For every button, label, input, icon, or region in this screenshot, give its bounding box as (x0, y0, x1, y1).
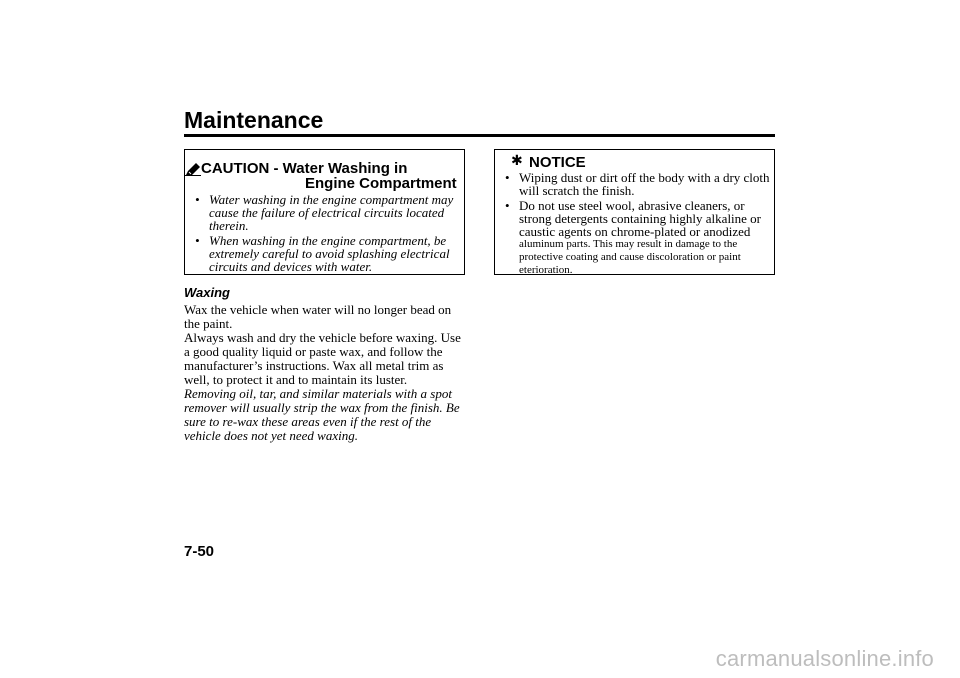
caution-item-text: When washing in the engine compartment, be extremely careful to avoid splashing electrical circuits and devices with water. (209, 233, 450, 274)
title-rule (184, 134, 775, 137)
page-title: Maintenance (184, 107, 324, 133)
caution-item-text: Water washing in the engine compartment may cause the failure of electrical circuits located therein. (209, 192, 454, 233)
caution-heading (201, 161, 461, 191)
pencil-icon (185, 162, 201, 176)
list-item: • Do not use steel wool, abrasive cleaners, or strong detergents containing highly alkaline or caustic agents on chrome-plated or anodized aluminum parts. This may result in damage to the protective coating and cause discoloration or paint eterioration. (499, 199, 771, 277)
list-item: • Wiping dust or dirt off the body with a dry cloth will scratch the finish. (505, 170, 770, 198)
list-item: • Water washing in the engine compartment may cause the failure of electrical circuits located therein. (195, 192, 454, 233)
caution-heading-line2: Engine Compartment (305, 175, 457, 192)
asterisk-icon: ✱ (511, 153, 523, 169)
notice-item-small-text: aluminum parts. This may result in damage to the protective coating and cause discoloration or paint eterioration. (519, 238, 741, 276)
caution-box (184, 149, 465, 275)
notice-list (499, 171, 771, 279)
notice-item-text: Wiping dust or dirt off the body with a dry cloth will scratch the finish. (519, 170, 770, 198)
list-item: • When washing in the engine compartment, be extremely careful to avoid splashing electrical circuits and devices with water. (195, 233, 450, 274)
body-paragraph: Always wash and dry the vehicle before waxing. Use a good quality liquid or paste wax, and follow the manufacturer’s instructions. Wax all metal trim as well, to protect it and to maintain its luster. (184, 330, 461, 387)
page-number: 7-50 (184, 543, 215, 560)
watermark: carmanualsonline.info (715, 646, 934, 671)
caution-heading-line1: CAUTION - Water Washing in (201, 160, 408, 177)
caution-list (189, 193, 461, 275)
body-paragraph-italic: Removing oil, tar, and similar materials with a spot remover will usually strip the wax from the finish. Be sure to re-wax these areas even if the rest of the vehicle does not yet need waxing. (184, 386, 460, 443)
notice-box (494, 149, 775, 275)
section-heading-waxing: Waxing (184, 285, 230, 300)
waxing-body (184, 303, 468, 443)
body-paragraph: Wax the vehicle when water will no longer bead on the paint. (184, 302, 452, 331)
notice-item-text: Do not use steel wool, abrasive cleaners, or strong detergents containing highly alkaline or caustic agents on chrome-plated or anodized (519, 198, 762, 239)
notice-heading: NOTICE (529, 154, 586, 171)
